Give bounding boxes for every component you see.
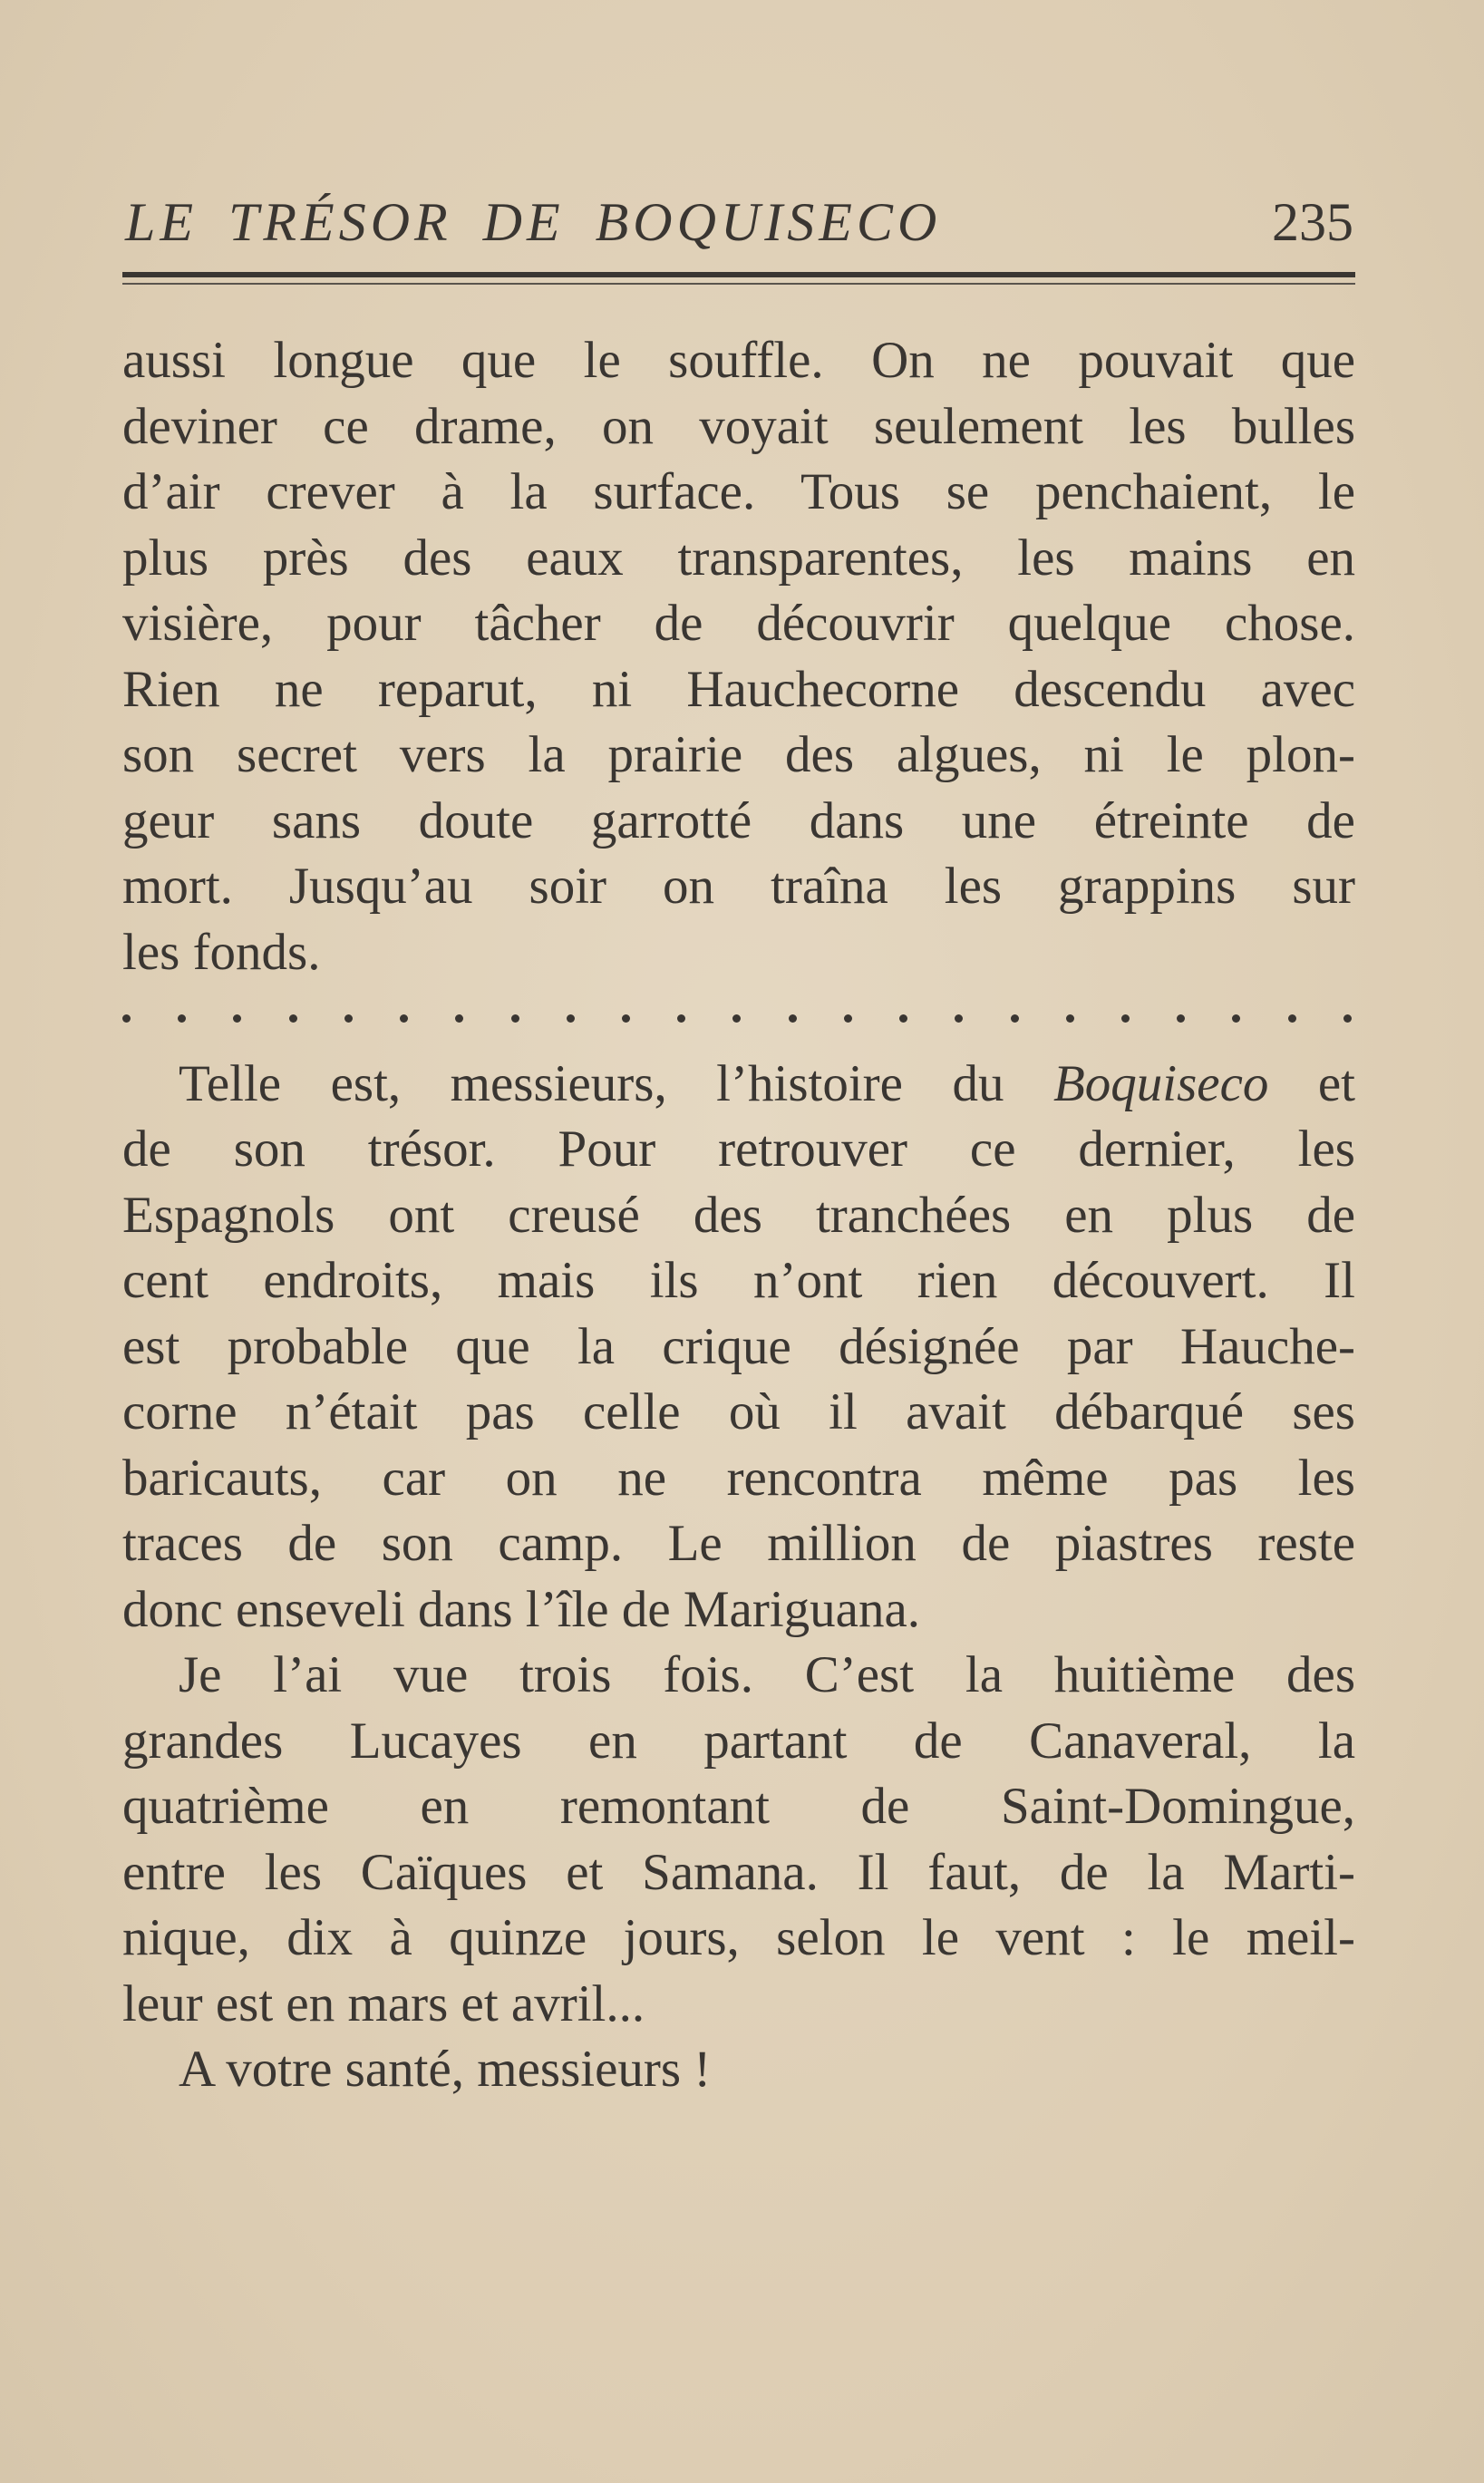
header-rule-thin <box>122 283 1355 285</box>
ellipsis-dot <box>455 1014 463 1023</box>
page-number: 235 <box>1272 192 1353 252</box>
text-line: deviner ce drame, on voyait seulement les bulles <box>122 397 1355 455</box>
text-line: aussi longue que le souffle. On ne pouvait que <box>122 332 1355 389</box>
ellipsis-dot <box>1066 1014 1074 1023</box>
text-line: quatrième en remontant de Saint-Domingue, <box>122 1778 1355 1835</box>
text-line: plus près des eaux transparentes, les mains en <box>122 529 1355 587</box>
ellipsis-dot <box>178 1014 186 1023</box>
header-rule <box>122 272 1355 277</box>
ellipsis-dot <box>955 1014 963 1023</box>
running-title: LE TRÉSOR DE BOQUISECO <box>125 192 942 252</box>
text-line: visière, pour tâcher de découvrir quelque chose. <box>122 595 1355 652</box>
text-line: corne n’était pas celle où il avait débarqué ses <box>122 1383 1355 1440</box>
section-break-dots <box>122 985 1355 1052</box>
ellipsis-dot <box>677 1014 685 1023</box>
ellipsis-dot <box>732 1014 741 1023</box>
text-line: entre les Caïques et Samana. Il faut, de la Marti- <box>122 1843 1355 1901</box>
text-line: cent endroits, mais ils n’ont rien découvert. Il <box>122 1252 1355 1309</box>
text-line: geur sans doute garrotté dans une étreinte de <box>122 791 1355 849</box>
ellipsis-dot <box>1011 1014 1019 1023</box>
text-line: baricauts, car on ne rencontra même pas les <box>122 1449 1355 1507</box>
ellipsis-dot <box>789 1014 797 1023</box>
text-line: grandes Lucayes en partant de Canaveral, la <box>122 1712 1355 1770</box>
text-line: donc enseveli dans l’île de Mariguana. <box>122 1580 921 1638</box>
text-line: Je l’ai vue trois fois. C’est la huitième des <box>179 1646 1355 1703</box>
text-line: nique, dix à quinze jours, selon le vent : le meil- <box>122 1909 1355 1966</box>
text-fragment: et <box>1268 1054 1355 1112</box>
ellipsis-dot <box>1343 1014 1352 1023</box>
text-line: les fonds. <box>122 923 321 981</box>
ellipsis-dot <box>622 1014 630 1023</box>
text-fragment: Telle est, messieurs, l’histoire du <box>179 1054 1053 1112</box>
ellipsis-dot <box>844 1014 852 1023</box>
text-line: de son trésor. Pour retrouver ce dernier, les <box>122 1120 1355 1178</box>
text-line: est probable que la crique désignée par Hauche- <box>122 1317 1355 1375</box>
ellipsis-dot <box>567 1014 575 1023</box>
text-line: Rien ne reparut, ni Hauchecorne descendu avec <box>122 660 1355 718</box>
ellipsis-dot <box>1177 1014 1185 1023</box>
text-line: son secret vers la prairie des algues, ni le plon- <box>122 726 1355 783</box>
ellipsis-dot <box>289 1014 297 1023</box>
ellipsis-dot <box>511 1014 519 1023</box>
text-line: A votre santé, messieurs ! <box>179 2041 712 2098</box>
ellipsis-dot <box>1232 1014 1240 1023</box>
text-line: d’air crever à la surface. Tous se penchaient, le <box>122 463 1355 520</box>
text-line: traces de son camp. Le million de piastres reste <box>122 1515 1355 1572</box>
ellipsis-dot <box>122 1014 131 1023</box>
text-line: Espagnols ont creusé des tranchées en plus de <box>122 1186 1355 1244</box>
body-text <box>122 328 1355 2103</box>
ellipsis-dot <box>344 1014 353 1023</box>
text-line <box>122 1052 1355 1118</box>
ellipsis-dot <box>1121 1014 1130 1023</box>
ellipsis-dot <box>233 1014 241 1023</box>
text-line: leur est en mars et avril... <box>122 1974 645 2032</box>
ellipsis-dot <box>1288 1014 1296 1023</box>
ellipsis-dot <box>899 1014 907 1023</box>
text-line: mort. Jusqu’au soir on traîna les grappins sur <box>122 858 1355 915</box>
running-header <box>125 186 1353 258</box>
ship-name: Boquiseco <box>1052 1054 1269 1112</box>
ellipsis-dot <box>400 1014 408 1023</box>
